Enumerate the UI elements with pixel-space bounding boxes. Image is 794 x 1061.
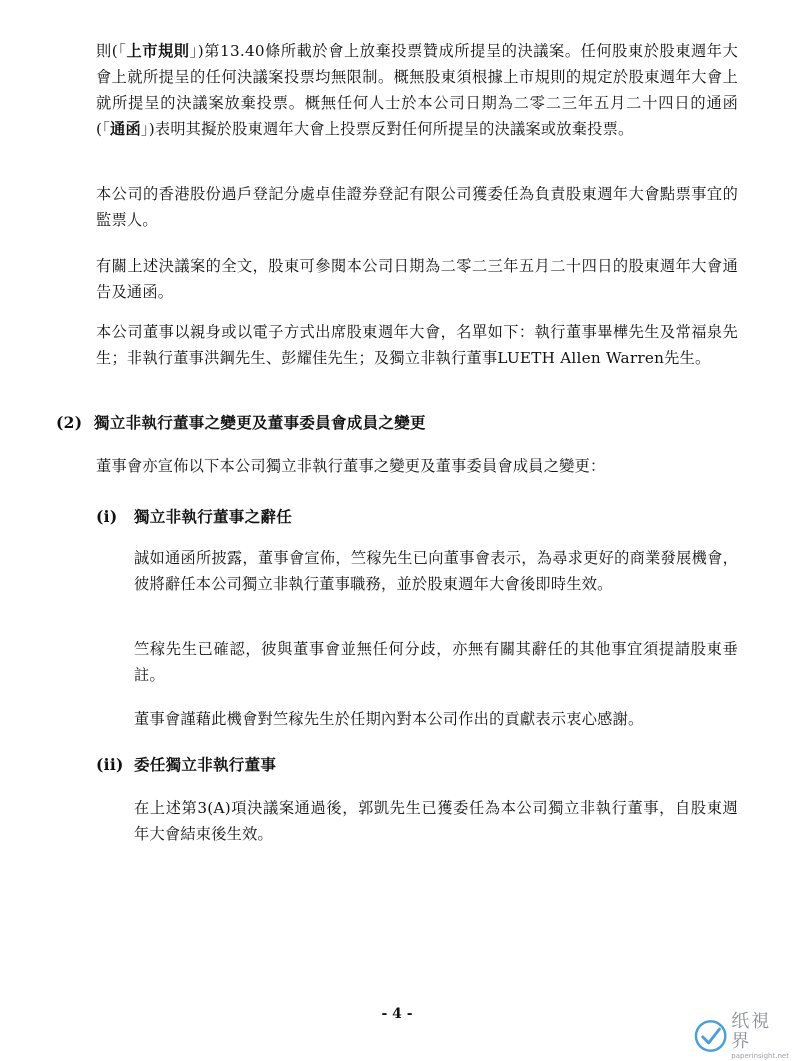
section-number: (2)	[56, 413, 83, 432]
subsection-title: 獨立非執行董事之辭任	[134, 507, 293, 526]
subsection-heading-ii	[96, 752, 276, 778]
paragraph-scrutineer: 本公司的香港股份過戶登記分處卓佳證券登記有限公司獲委任為負責股東週年大會點票事宜的監票人。	[96, 185, 738, 229]
paragraph-announcement-intro: 董事會亦宣佈以下本公司獨立非執行董事之變更及董事委員會成員之變更：	[96, 457, 606, 475]
paperinsight-logo-icon	[694, 1019, 727, 1053]
section-heading-2	[56, 410, 426, 436]
paragraph-resignation: 誠如通函所披露，董事會宣佈，竺稼先生已向董事會表示，為尋求更好的商業發展機會，彼將辭任本公司獨立非執行董事職務，並於股東週年大會後即時生效。	[134, 549, 738, 593]
page-number: - 4 -	[381, 1006, 413, 1022]
watermark-brand-cn: 纸視界	[731, 1010, 772, 1052]
defined-term-circular: 通函	[110, 120, 141, 138]
watermark-brand-en: paperinsight.net	[731, 1051, 789, 1060]
defined-term-listing-rules: 上市規則	[126, 42, 190, 60]
paragraph-voting-restrictions: 則(「上市規則」)第13.40條所載於會上放棄投票贊成所提呈的決議案。任何股東於股東週年大會上就所提呈的任何決議案投票均無限制。概無股東須根據上市規則的規定於股東週年大會上就所提呈的決議案放棄投票。概無任何人士於本公司日期為二零二三年五月二十四日的通函(「通函」)表明其擬於股東週年大會上投票反對任何所提呈的決議案或放棄投票。	[96, 42, 739, 138]
watermark	[694, 1010, 790, 1060]
subsection-number: (i)	[96, 507, 118, 526]
subsection-number: (ii)	[96, 755, 124, 774]
paragraph-full-text-reference: 有關上述決議案的全文，股東可參閱本公司日期為二零二三年五月二十四日的股東週年大會通告及通函。	[96, 257, 738, 301]
paragraph-appreciation: 董事會謹藉此機會對竺稼先生於任期內對本公司作出的貢獻表示衷心感謝。	[134, 710, 644, 728]
subsection-heading-i	[96, 504, 292, 530]
subsection-title: 委任獨立非執行董事	[134, 755, 277, 774]
paragraph-appointment: 在上述第3(A)項決議案通過後，郭凱先生已獲委任為本公司獨立非執行董事，自股東週年大會結束後生效。	[134, 799, 738, 843]
section-title: 獨立非執行董事之變更及董事委員會成員之變更	[94, 413, 426, 432]
paragraph-directors-attendance: 本公司董事以親身或以電子方式出席股東週年大會，名單如下：執行董事畢樺先生及常福泉先生；非執行董事洪鋼先生、彭耀佳先生；及獨立非執行董事LUETH Allen Warren先生。	[96, 323, 738, 367]
paragraph-no-disagreement: 竺稼先生已確認，彼與董事會並無任何分歧，亦無有關其辭任的其他事宜須提請股東垂註。	[134, 640, 738, 684]
